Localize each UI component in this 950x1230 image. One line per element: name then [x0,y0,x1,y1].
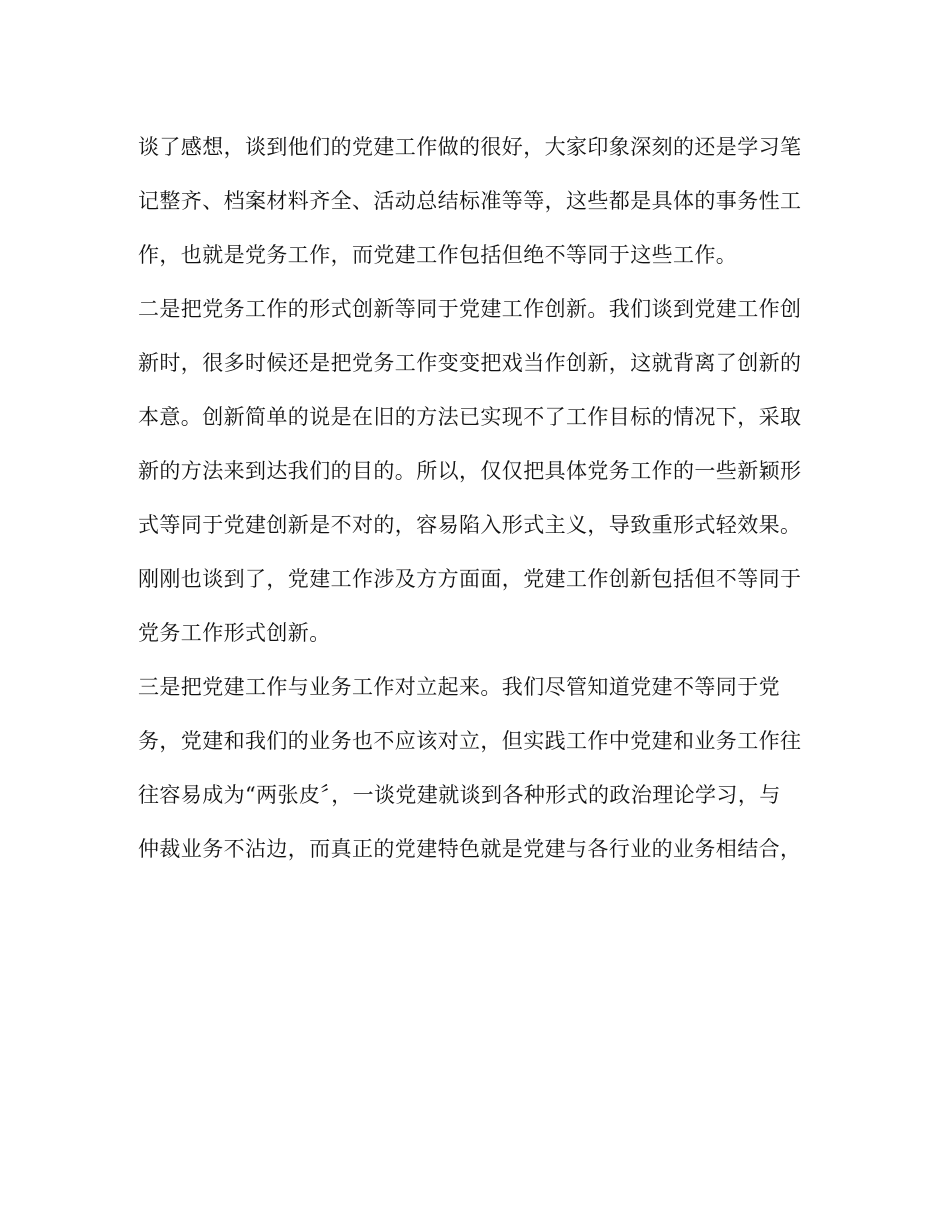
text-line: 谈了感想，谈到他们的党建工作做的很好，大家印象深刻的还是学习笔 [138,135,802,159]
text-line: 党务工作形式创新。 [138,621,331,645]
text-line: 二是把党务工作的形式创新等同于党建工作创新。我们谈到党建工作创 [138,297,802,321]
text-line: 记整齐、档案材料齐全、活动总结标准等等，这些都是具体的事务性工 [138,189,802,213]
text-line: 刚刚也谈到了，党建工作涉及方方面面，党建工作创新包括但不等同于 [138,567,802,591]
text-line: 三是把党建工作与业务工作对立起来。我们尽管知道党建不等同于党 [138,675,780,699]
text-line: 务，党建和我们的业务也不应该对立，但实践工作中党建和业务工作往 [138,729,802,753]
text-line: 式等同于党建创新是不对的，容易陷入形式主义，导致重形式轻效果。 [138,513,802,537]
document-body [138,120,818,876]
text-line: 新时，很多时候还是把党务工作变变把戏当作创新，这就背离了创新的 [138,351,802,375]
text-line: 往容易成为“两张皮〞，一谈党建就谈到各种形式的政治理论学习，与 [138,783,781,807]
text-line: 本意。创新简单的说是在旧的方法已实现不了工作目标的情况下，采取 [138,405,802,429]
text-line: 仲裁业务不沾边，而真正的党建特色就是党建与各行业的业务相结合， [138,837,802,861]
text-line: 作，也就是党务工作，而党建工作包括但绝不等同于这些工作。 [138,243,738,267]
text-line: 新的方法来到达我们的目的。所以，仅仅把具体党务工作的一些新颖形 [138,459,802,483]
